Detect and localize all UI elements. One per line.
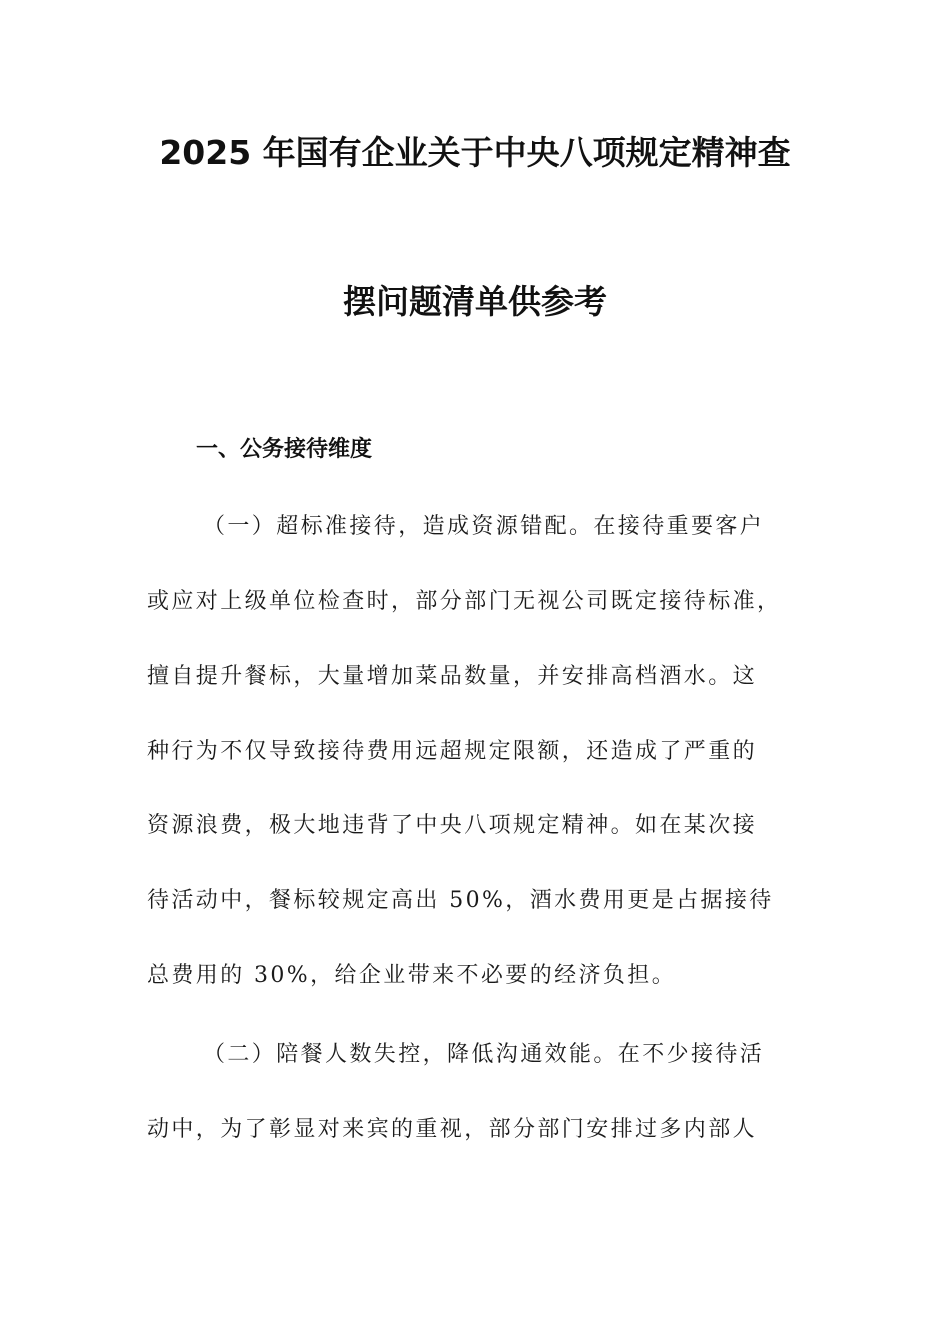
paragraph-2-line: （二）陪餐人数失控，降低沟通效能。在不少接待活 bbox=[203, 1042, 765, 1067]
paragraph-1-line: 总费用的 30%，给企业带来不必要的经济负担。 bbox=[147, 963, 677, 988]
paragraph-1-line: 或应对上级单位检查时，部分部门无视公司既定接待标准， bbox=[147, 589, 782, 614]
document-title-line-1: 2025 年国有企业关于中央八项规定精神查 bbox=[159, 133, 791, 172]
paragraph-1-line: 擅自提升餐标，大量增加菜品数量，并安排高档酒水。这 bbox=[147, 664, 758, 689]
paragraph-1-line: （一）超标准接待，造成资源错配。在接待重要客户 bbox=[203, 514, 765, 539]
paragraph-1-line: 资源浪费，极大地违背了中央八项规定精神。如在某次接 bbox=[147, 813, 758, 838]
paragraph-2-line: 动中，为了彰显对来宾的重视，部分部门安排过多内部人 bbox=[147, 1117, 758, 1142]
document-title-line-2: 摆问题清单供参考 bbox=[343, 282, 607, 321]
paragraph-1-line: 种行为不仅导致接待费用远超规定限额，还造成了严重的 bbox=[147, 739, 758, 764]
section-heading: 一、公务接待维度 bbox=[196, 437, 373, 462]
paragraph-1-line: 待活动中，餐标较规定高出 50%，酒水费用更是占据接待 bbox=[147, 888, 774, 913]
